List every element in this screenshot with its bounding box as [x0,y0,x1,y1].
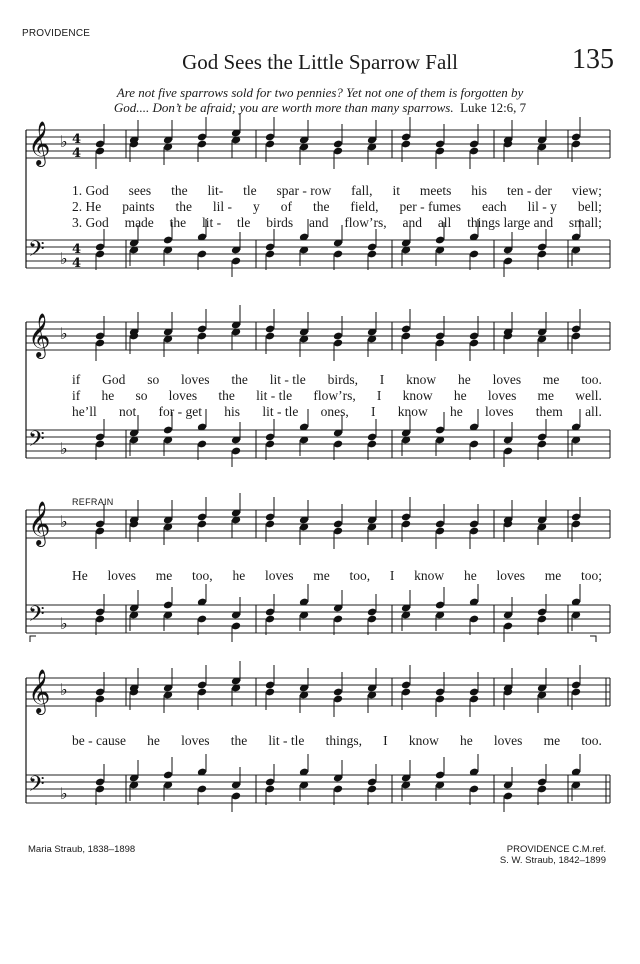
lyric-syllable: birds, [327,372,358,387]
footer-author: Maria Straub, 1838–1898 [28,844,136,855]
lyric-syllable: tle [236,215,251,230]
treble-clef-icon: 𝄞 [28,669,51,713]
lyric-syllable: know [406,372,437,387]
lyric-line [72,372,602,388]
lyric-line [72,183,602,199]
lyric-syllable: well. [575,388,602,403]
flat-key-signature-icon: ♭ [60,614,68,633]
lyric-syllable: too. [581,372,602,387]
lyric-syllable: tle [243,183,257,198]
lyric-syllable: all. [585,404,602,419]
treble-staff-4 [26,669,610,715]
scripture-line-2: God.... Don’t be afraid; you are worth more than many sparrows. [113,100,454,115]
lyric-syllable: for - get [158,404,203,419]
lyric-syllable: lit - tle [268,733,305,748]
flat-key-signature-icon: ♭ [60,512,68,531]
footer-tune-credit [500,844,606,866]
lyric-syllable: me [155,568,173,583]
treble-notes-2 [95,305,581,361]
lyric-line [72,199,602,215]
lyric-syllable: things, [325,733,362,748]
flat-key-signature-icon: ♭ [60,439,68,458]
treble-staff-2 [26,313,610,359]
lyric-syllable: lit- [207,183,224,198]
lyric-syllable: each [481,199,507,214]
lyric-syllable: 3. God [72,215,109,230]
lyric-syllable: the [169,215,187,230]
lyric-syllable: lil - [212,199,233,214]
lyric-syllable: he [459,733,473,748]
lyric-syllable: be - cause [72,733,126,748]
lyric-syllable: the [312,199,330,214]
hymn-title: God Sees the Little Sparrow Fall [182,50,458,74]
scripture-reference: Luke 12:6, 7 [460,100,527,115]
footer-composer: S. W. Straub, 1842–1899 [499,855,606,866]
lyric-line [72,404,602,420]
bass-staff-2 [26,427,610,458]
lyric-syllable: ten - der [506,183,552,198]
lyric-syllable: he [457,372,471,387]
time-signature-bottom: 4 [72,146,82,161]
lyric-syllable: made [124,215,154,230]
lyric-syllable: ones, [320,404,349,419]
lyric-syllable: all [437,215,452,230]
lyric-syllable: lit - tle [256,388,293,403]
lyric-line [72,388,602,404]
lyric-syllable: view; [571,183,602,198]
bass-clef-icon: 𝄢 [28,427,45,457]
lyric-line [72,568,602,584]
lyric-syllable: lit - tle [269,372,306,387]
lyric-syllable: paints [122,199,155,214]
time-signature-top: 4 [72,132,82,147]
lyric-syllable: I [376,388,382,403]
lyric-syllable: loves [492,372,522,387]
lyric-syllable: meets [419,183,452,198]
treble-clef-icon: 𝄞 [28,121,51,165]
lyric-syllable: sees [128,183,152,198]
lyric-syllable: if [72,372,81,387]
repeat-bracket-left-icon [30,636,36,642]
lyric-syllable: loves [107,568,137,583]
flat-key-signature-icon: ♭ [60,680,68,699]
footer-tune: PROVIDENCE C.M.ref. [506,844,606,855]
lyric-syllable: 1. God [72,183,109,198]
lyric-syllable: loves [485,404,514,419]
lyric-syllable: so [147,372,160,387]
lyric-syllable: me [537,388,555,403]
lyric-syllable: I [370,404,376,419]
lyric-syllable: the [175,199,192,214]
lyric-syllable: I [389,568,395,583]
treble-notes-3 [95,493,581,549]
time-signature-bottom: 4 [72,256,82,271]
lyric-syllable: he’ll [72,404,97,419]
lyric-syllable: small; [568,215,602,230]
bass-staff-4 [26,772,610,803]
lyric-syllable: loves [496,568,525,583]
lyric-syllable: too; [580,568,602,583]
lyric-syllable: bell; [577,199,602,214]
lyric-syllable: he [463,568,477,583]
lyric-syllable: the [218,388,235,403]
lyric-syllable: know [408,733,439,748]
lyric-syllable: know [414,568,445,583]
lyric-syllable: spar - row [276,183,332,198]
lyric-syllable: know [402,388,433,403]
repeat-bracket-right-icon [590,636,596,642]
treble-clef-icon: 𝄞 [28,313,51,357]
system-4 [0,630,640,830]
tune-name-header: PROVIDENCE [22,28,91,39]
lyric-syllable: loves [264,568,294,583]
lyric-syllable: he [101,388,115,403]
lyric-syllable: too. [581,733,602,748]
lyric-syllable: y [253,199,260,214]
lyric-syllable: know [397,404,428,419]
lyric-syllable: not [119,404,137,419]
lyric-syllable: lil - y [527,199,557,214]
treble-notes-1 [95,113,581,169]
lyric-line [72,215,602,231]
lyric-syllable: me [313,568,330,583]
lyric-syllable: lit - [201,215,222,230]
lyric-syllable: so [135,388,148,403]
bass-clef-icon: 𝄢 [28,772,45,802]
lyric-syllable: the [231,372,248,387]
treble-clef-icon: 𝄞 [28,501,51,545]
lyric-syllable: flow’rs, [313,388,356,403]
lyric-syllable: I [383,733,388,748]
treble-notes-4 [95,661,581,717]
lyric-syllable: I [379,372,385,387]
bass-clef-icon: 𝄢 [28,237,45,267]
lyric-syllable: he [453,388,467,403]
lyric-syllable: if [72,388,81,403]
lyric-syllable: the [171,183,188,198]
lyric-syllable: flow’rs, [344,215,387,230]
lyric-syllable: the [230,733,248,748]
lyric-syllable: 2. He [72,199,102,214]
time-signature-top: 4 [72,242,82,257]
lyric-syllable: me [544,568,562,583]
lyric-syllable: them [535,404,563,419]
refrain-label: REFRAIN [72,497,114,507]
lyric-syllable: loves [181,733,210,748]
lyric-syllable: per - fumes [399,199,461,214]
lyric-line [72,733,602,749]
lyric-syllable: of [280,199,292,214]
lyric-syllable: field, [350,199,379,214]
lyric-syllable: lit - tle [262,404,299,419]
lyric-syllable: his [471,183,488,198]
flat-key-signature-icon: ♭ [60,784,68,803]
flat-key-signature-icon: ♭ [60,132,68,151]
lyric-syllable: too, [349,568,371,583]
lyric-syllable: it [392,183,400,198]
lyric-syllable: loves [168,388,198,403]
lyric-syllable: me [543,733,561,748]
hymn-number: 135 [572,44,614,75]
lyric-syllable: he [450,404,463,419]
lyric-syllable: his [224,404,241,419]
bass-staff-3 [26,602,610,633]
lyric-syllable: He [72,568,88,583]
bass-clef-icon: 𝄢 [28,602,45,632]
lyric-syllable: he [147,733,160,748]
lyric-syllable: and [402,215,422,230]
lyric-syllable: loves [181,372,210,387]
scripture-line-1: Are not five sparrows sold for two pennies? Yet not one of them is forgotten by [116,85,524,100]
lyric-syllable: loves [487,388,517,403]
treble-staff-3 [26,501,610,547]
lyric-syllable: fall, [351,183,373,198]
treble-staff-1 [26,121,610,167]
lyric-syllable: God [102,372,126,387]
flat-key-signature-icon: ♭ [60,324,68,343]
bass-staff-1 [26,237,610,271]
lyric-syllable: and [309,215,329,230]
lyric-syllable: too, [192,568,213,583]
lyric-syllable: birds [266,215,294,230]
lyric-syllable: he [232,568,246,583]
lyric-syllable: things large and [467,215,554,230]
lyric-syllable: loves [493,733,523,748]
flat-key-signature-icon: ♭ [60,249,68,268]
lyric-syllable: me [542,372,560,387]
